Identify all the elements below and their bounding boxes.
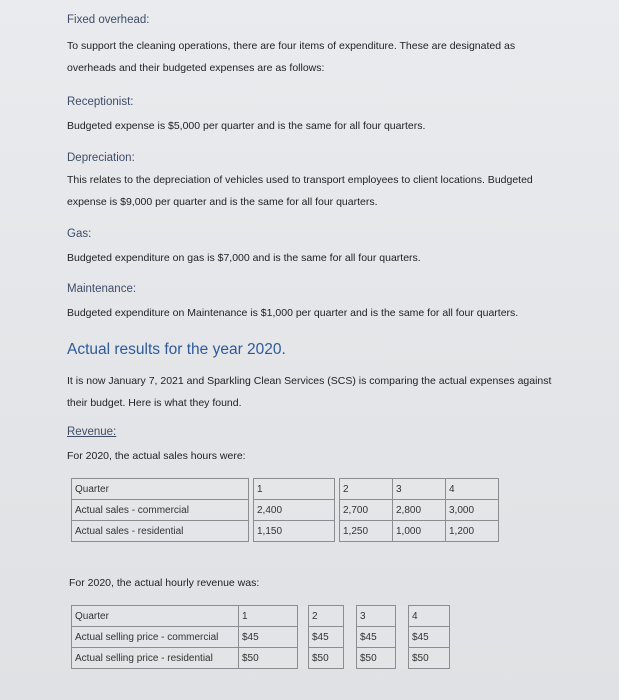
table-cell: 3,000	[446, 500, 499, 521]
maintenance-heading: Maintenance:	[67, 283, 137, 295]
table-cell: $50	[239, 648, 298, 669]
table-row	[72, 479, 499, 500]
table-cell: 3	[393, 479, 446, 500]
table-cell: 2	[309, 606, 344, 627]
table-cell: 1,250	[340, 521, 393, 542]
actual-results-line2: their budget. Here is what they found.	[67, 397, 242, 409]
gas-heading: Gas:	[67, 228, 92, 240]
table-cell: $50	[357, 648, 396, 669]
table-cell: 4	[446, 479, 499, 500]
table-row	[72, 606, 450, 627]
table-cell: 1,150	[254, 521, 335, 542]
table-cell: $45	[409, 627, 450, 648]
fixed-overhead-intro-line2: overheads and their budgeted expenses are as follows:	[67, 62, 325, 74]
fixed-overhead-heading: Fixed overhead:	[67, 14, 150, 26]
table-cell: 4	[409, 606, 450, 627]
table-cell: 2,800	[393, 500, 446, 521]
depreciation-text-line1: This relates to the depreciation of vehicles used to transport employees to client locations. Budgeted	[67, 174, 533, 186]
table-cell: 1	[254, 479, 335, 500]
fixed-overhead-intro-line1: To support the cleaning operations, there are four items of expenditure. These are designated as	[67, 40, 516, 52]
table-row	[72, 627, 450, 648]
table-cell: 2	[340, 479, 393, 500]
table-cell: 1	[239, 606, 298, 627]
table-cell: 3	[357, 606, 396, 627]
table-cell: 2,400	[254, 500, 335, 521]
table-cell: $45	[309, 627, 344, 648]
table-cell: $50	[409, 648, 450, 669]
maintenance-text: Budgeted expenditure on Maintenance is $1,000 per quarter and is the same for all four quarters.	[67, 307, 519, 319]
table-cell: $45	[357, 627, 396, 648]
actual-results-line1: It is now January 7, 2021 and Sparkling Clean Services (SCS) is comparing the actual expenses against	[67, 375, 552, 387]
table-cell: Actual selling price - residential	[72, 648, 239, 669]
price-intro: For 2020, the actual hourly revenue was:	[69, 577, 260, 589]
receptionist-heading: Receptionist:	[67, 96, 134, 108]
table-cell: 2,700	[340, 500, 393, 521]
gas-text: Budgeted expenditure on gas is $7,000 and is the same for all four quarters.	[67, 252, 421, 264]
table-cell: Actual selling price - commercial	[72, 627, 239, 648]
revenue-heading: Revenue:	[67, 426, 117, 438]
table-cell: Quarter	[72, 606, 239, 627]
table-row	[72, 521, 499, 542]
table-cell: $45	[239, 627, 298, 648]
table-cell: Quarter	[72, 479, 249, 500]
hours-intro: For 2020, the actual sales hours were:	[67, 450, 246, 462]
table-cell: Actual sales - residential	[72, 521, 249, 542]
table-cell: $50	[309, 648, 344, 669]
table-cell: 1,000	[393, 521, 446, 542]
table-cell: 1,200	[446, 521, 499, 542]
selling-price-table	[71, 605, 450, 669]
actual-results-title: Actual results for the year 2020.	[67, 341, 286, 358]
sales-hours-table	[71, 478, 499, 542]
table-cell: Actual sales - commercial	[72, 500, 249, 521]
depreciation-heading: Depreciation:	[67, 152, 135, 164]
receptionist-text: Budgeted expense is $5,000 per quarter and is the same for all four quarters.	[67, 120, 426, 132]
table-row	[72, 500, 499, 521]
depreciation-text-line2: expense is $9,000 per quarter and is the same for all four quarters.	[67, 196, 378, 208]
table-row	[72, 648, 450, 669]
